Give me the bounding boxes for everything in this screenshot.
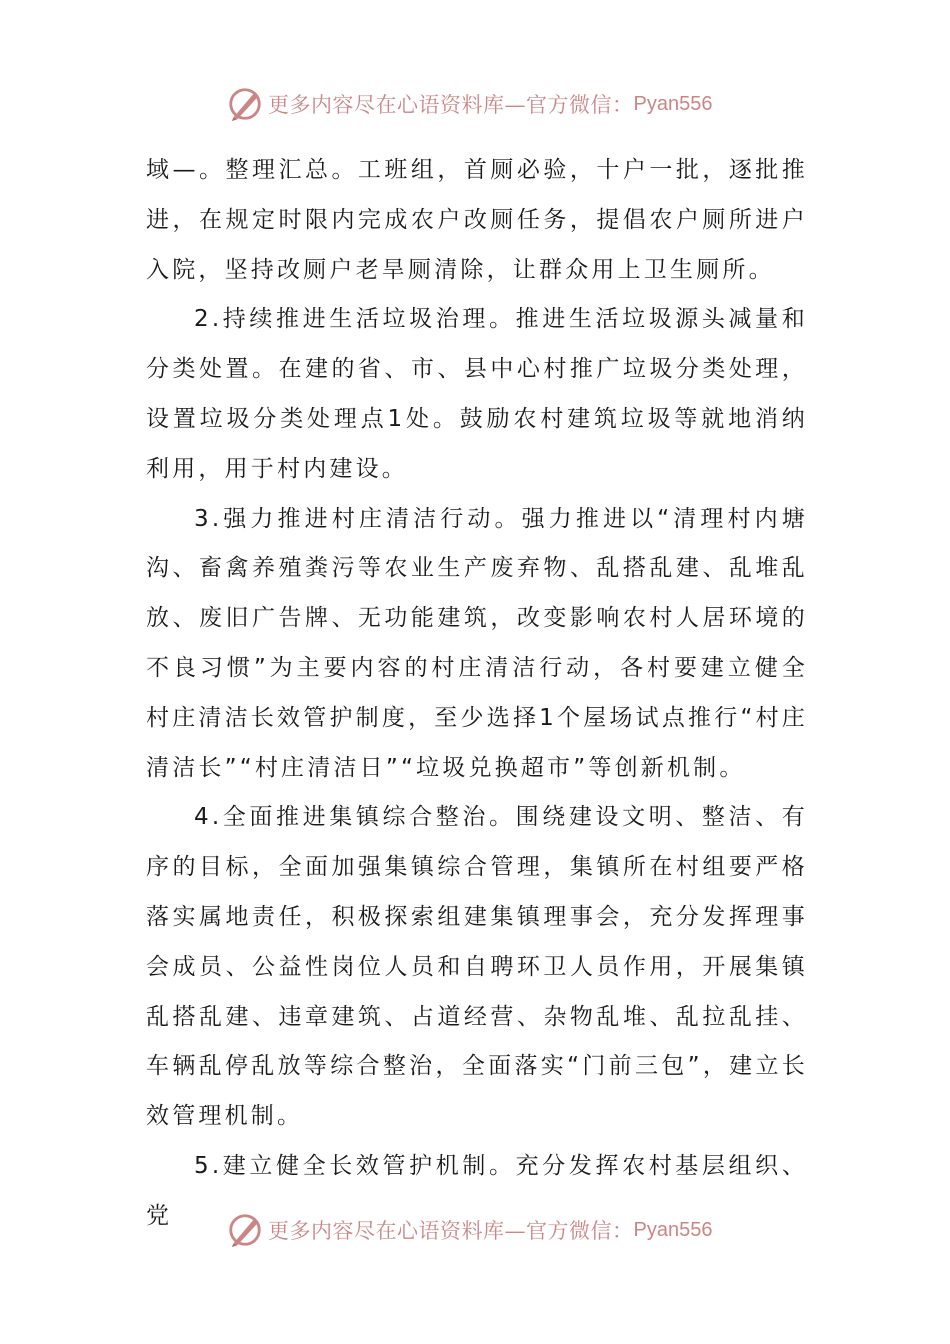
watermark-text: 更多内容尽在心语资料库—官方微信： — [268, 93, 634, 117]
paragraph-2: 2.持续推进生活垃圾治理。推进生活垃圾源头减量和分类处置。在建的省、市、县中心村推广垃圾分类处理，设置垃圾分类处理点1处。鼓励农村建筑垃圾等就地消纳利用，用于村内建设。 — [146, 306, 808, 482]
paragraph-5: 5.建立健全长效管护机制。充分发挥农村基层组织、党 — [146, 1152, 808, 1229]
watermark-wechat-id: Pyan556 — [633, 1218, 713, 1241]
paragraph-3: 3.强力推进村庄清洁行动。强力推进以“清理村内塘沟、畜禽养殖粪污等农业生产废弃物、乱搭乱建、乱堆乱放、废旧广告牌、无功能建筑，改变影响农村人居环境的不良习惯”为主要内容的村庄清洁行动，各村要建立健全村庄清洁长效管护制度，至少选择1个屋场试点推行“村庄清洁长”“村庄清洁日”“垃圾兑换超市”等创新机制。 — [146, 505, 808, 781]
body-text — [146, 146, 808, 1242]
paragraph-1: 域—。整理汇总。工班组，首厕必验，十户一批，逐批推进，在规定时限内完成农户改厕任务，提倡农户厕所进户入院，坚持改厕户老旱厕清除，让群众用上卫生厕所。 — [146, 157, 808, 283]
pen-logo-icon — [226, 85, 264, 123]
watermark-text: 更多内容尽在心语资料库—官方微信： — [268, 1219, 634, 1243]
watermark-wechat-id: Pyan556 — [633, 92, 713, 115]
header-watermark — [226, 84, 746, 124]
footer-watermark — [226, 1210, 746, 1250]
paragraph-4: 4.全面推进集镇综合整治。围绕建设文明、整洁、有序的目标，全面加强集镇综合管理，集镇所在村组要严格落实属地责任，积极探索组建集镇理事会，充分发挥理事会成员、公益性岗位人员和自聘环卫人员作用，开展集镇乱搭乱建、违章建筑、占道经营、杂物乱堆、乱拉乱挂、车辆乱停乱放等综合整治，全面落实“门前三包”，建立长效管理机制。 — [146, 804, 808, 1130]
pen-logo-icon — [226, 1211, 264, 1249]
